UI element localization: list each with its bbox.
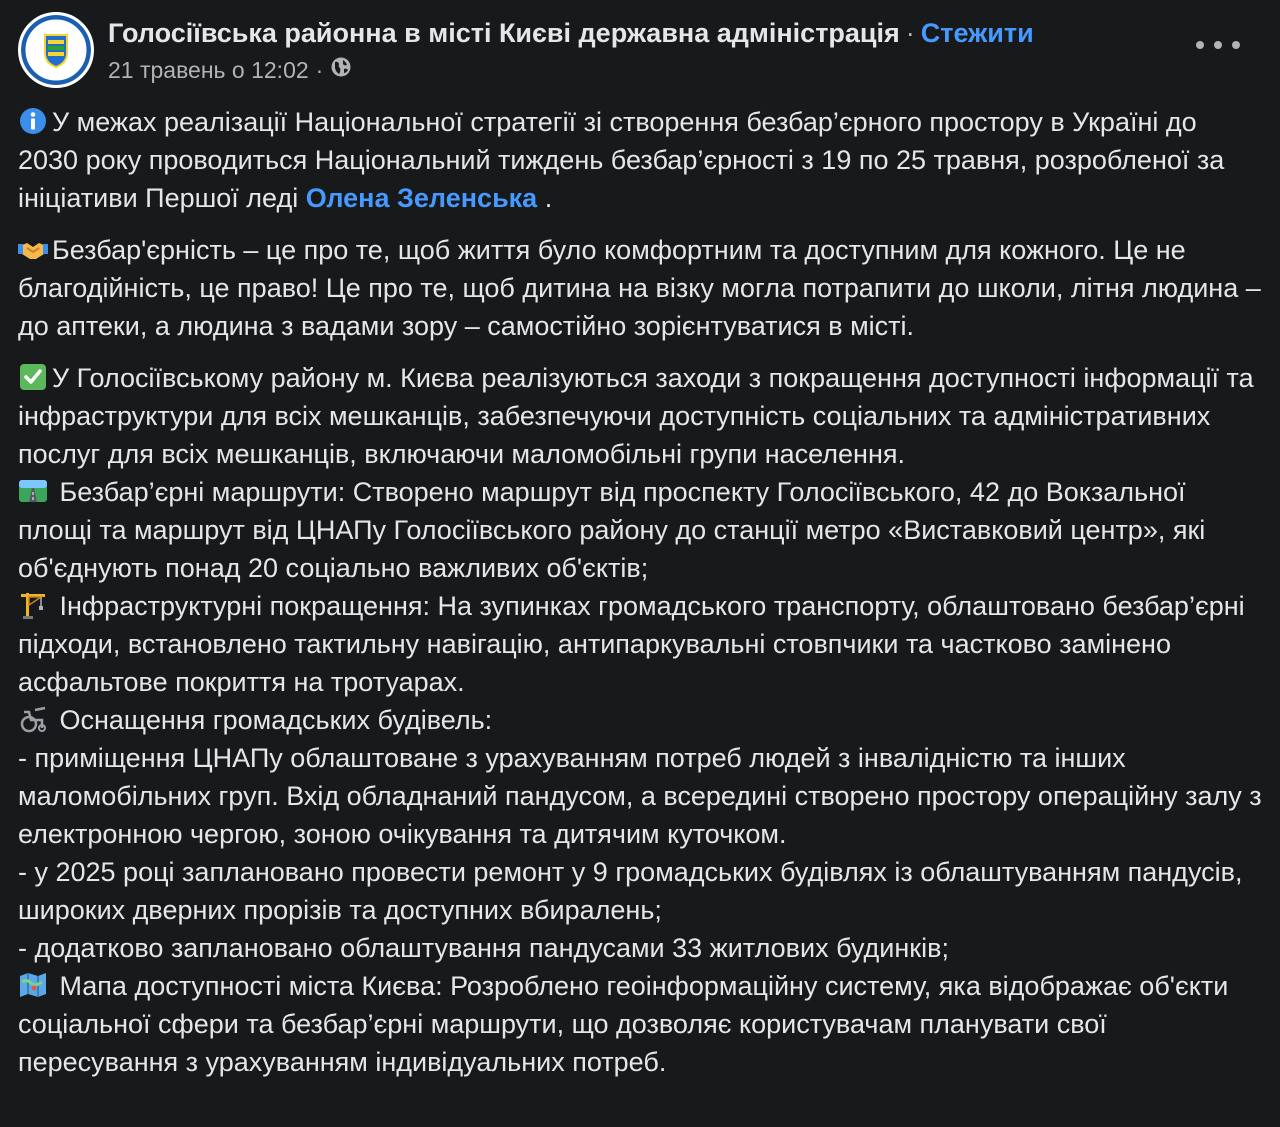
wheelchair-icon <box>18 704 48 734</box>
post-paragraph-district <box>18 359 1264 473</box>
post-body <box>18 103 1264 1081</box>
post-header <box>18 12 1262 82</box>
page-avatar[interactable] <box>18 12 94 88</box>
district-text: У Голосіївському району м. Києва реалізуються заходи з покращення доступності інформації та інфраструктури для всіх мешканців, забезпечуючи доступність соціальних та адміністративних послуг для всіх мешканців, включаючи маломобільні групи населення. <box>18 363 1254 469</box>
intro-text-end: . <box>537 183 553 213</box>
buildings-text: Оснащення громадських будівель: <box>52 705 493 735</box>
barrier-free-text: Безбар'єрність – це про те, щоб життя було комфортним та доступним для кожного. Це не благодійність, це право! Це про те, щоб дитина на візку могла потрапити до школи, літня людина – до аптеки, а людина з вадами зору – самостійно зорієнтуватися в місті. <box>18 235 1261 341</box>
post-line-map <box>18 967 1264 1081</box>
info-icon <box>18 106 48 136</box>
post-meta <box>108 56 352 84</box>
list-item: - додатково заплановано облаштування пандусами 33 житлових будинків; <box>18 933 949 963</box>
post-line-routes <box>18 473 1264 587</box>
follow-button[interactable]: Стежити <box>920 18 1034 48</box>
page-name[interactable]: Голосіївська районна в місті Києві державна адміністрація <box>108 18 900 48</box>
post-line-buildings <box>18 701 1264 739</box>
infrastructure-text: Інфраструктурні покращення: На зупинках громадського транспорту, облаштовано безбар’єрні підходи, встановлено тактильну навігацію, антипаркувальні стовпчики та частково замінено асфальтове покриття на тротуарах. <box>18 591 1245 697</box>
district-coat-of-arms-icon <box>21 15 91 85</box>
mention-link[interactable]: Олена Зеленська <box>305 183 538 213</box>
page-name-line <box>108 18 1034 49</box>
header-separator: · <box>905 18 915 48</box>
post-line-infrastructure <box>18 587 1264 701</box>
post-paragraph-barrier-free <box>18 231 1264 345</box>
intro-text: У межах реалізації Національної стратегії зі створення безбар’єрного простору в Україні до 2030 року проводиться Національний тиждень безбар’єрності з 19 по 25 травня, розробленої за ініціативи Першої леді <box>18 107 1225 213</box>
post-paragraph-intro <box>18 103 1264 217</box>
list-item: - у 2025 році заплановано провести ремонт у 9 громадських будівлях із облаштуванням пандусів, широких дверних прорізів та доступних вбиралень; <box>18 857 1243 925</box>
construction-crane-icon <box>18 590 48 620</box>
list-item: - приміщення ЦНАПу облаштоване з урахуванням потреб людей з інвалідністю та інших маломобільних груп. Вхід обладнаний пандусом, а всередині створено простору операційну залу з електронною чергою, зоною очікування та дитячим куточком. <box>18 743 1262 849</box>
map-text: Мапа доступності міста Києва: Розроблено геоінформаційну систему, яка відображає об'єкти соціальної сфери та безбар’єрні маршрути, що дозволяє користувачам планувати свої пересування з урахуванням індивідуальних потреб. <box>18 971 1229 1077</box>
map-icon <box>18 970 48 1000</box>
more-options-icon[interactable] <box>1196 30 1240 60</box>
check-mark-icon <box>18 362 48 392</box>
globe-icon[interactable] <box>330 56 352 84</box>
road-icon <box>18 476 48 506</box>
handshake-icon <box>18 234 48 264</box>
routes-text: Безбар’єрні маршрути: Створено маршрут від проспекту Голосіївського, 42 до Вокзальної площі та маршрут від ЦНАПу Голосіївського району до станції метро «Виставковий центр», які об'єднують понад 20 соціально важливих об'єктів; <box>18 477 1206 583</box>
post-timestamp[interactable]: 21 травень о 12:02 <box>108 56 309 83</box>
meta-separator: · <box>315 56 324 83</box>
